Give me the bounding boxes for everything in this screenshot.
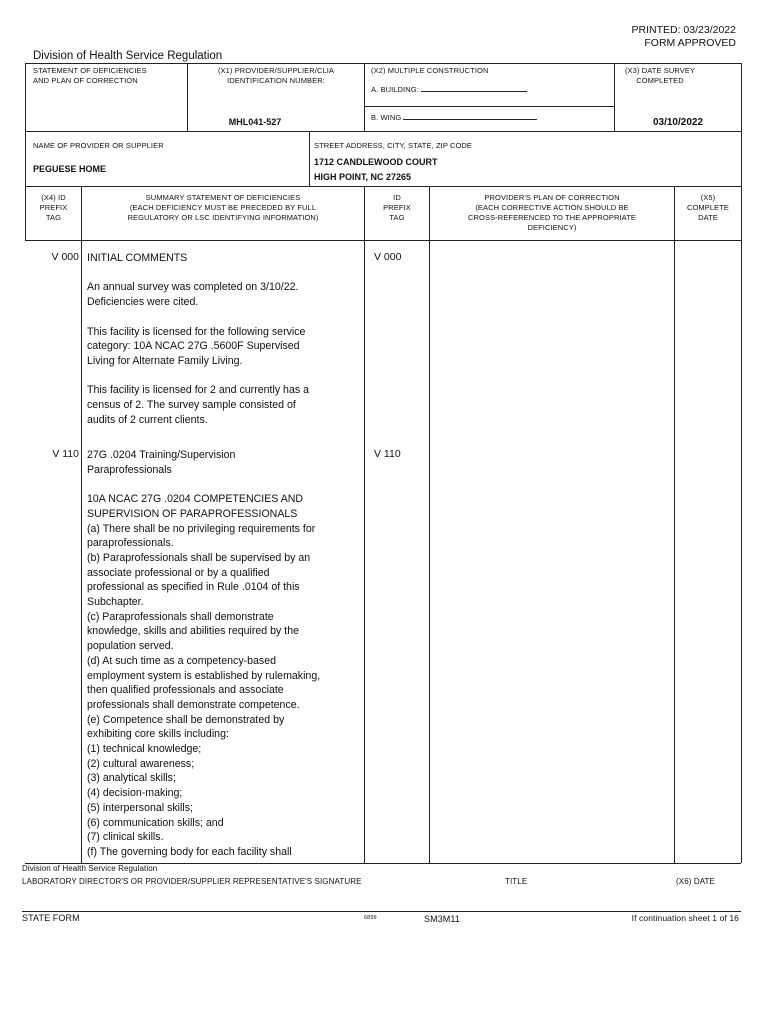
provider-name: PEGUESE HOME: [33, 164, 107, 174]
footer-agency: Division of Health Service Regulation: [22, 864, 158, 873]
building-blank: [421, 91, 527, 92]
state-form-label: STATE FORM: [22, 913, 80, 923]
x3-date-survey-completed: 03/10/2022: [652, 117, 704, 128]
entry-prefix-tag: V 110: [52, 448, 79, 460]
x4-column-header: (X4) ID PREFIX TAG: [39, 193, 68, 222]
x3-label: (X3) DATE SURVEY COMPLETED: [624, 66, 696, 85]
agency-name: Division of Health Service Regulation: [33, 50, 223, 62]
provider-name-label: NAME OF PROVIDER OR SUPPLIER: [33, 141, 164, 150]
entry-text-training-supervision: 27G .0204 Training/Supervision Paraprofessionals 10A NCAC 27G .0204 COMPETENCIES AND SUPERVISION OF PARAPROFESSIONALS (a) There shall be no privileging requirements for paraprofessionals. (b) Paraprofessionals shall be supervised by an associate professional or by a qualified professional as specified in Rule .0104 of this Subchapter. (c) Paraprofessionals shall demonstrate knowledge, skills and abilities required by the population served. (d) At such time as a competency-based employment system is established by rulemaking, then qualified professionals and associate professionals shall demonstrate competence. (e) Competence shall be demonstrated by exhibiting core skills including: (1) technical knowledge; (2) cultural awareness; (3) analytical skills; (4) decision-making; (5) interpersonal skills; (6) communication skills; and (7) clinical skills. (f) The governing body for each facility shall: [87, 449, 321, 858]
address-line1: 1712 CANDLEWOOD COURT: [314, 157, 438, 167]
building-field: [371, 85, 527, 95]
address-label: STREET ADDRESS, CITY, STATE, ZIP CODE: [314, 141, 473, 150]
x1-identification-number: MHL041-527: [228, 117, 282, 127]
address-line2: HIGH POINT, NC 27265: [314, 172, 412, 182]
form-approved: FORM APPROVED: [644, 37, 736, 49]
wing-field: [371, 113, 537, 123]
entry-id-tag: V 000: [374, 251, 402, 263]
continuation-sheet: If continuation sheet 1 of 16: [631, 913, 739, 923]
id-column-header: ID PREFIX TAG: [383, 193, 411, 222]
signature-label: LABORATORY DIRECTOR'S OR PROVIDER/SUPPLIER REPRESENTATIVE'S SIGNATURE: [22, 877, 362, 886]
x1-label: (X1) PROVIDER/SUPPLIER/CLIA IDENTIFICATION NUMBER:: [217, 66, 335, 85]
x5-column-header: (X5) COMPLETE DATE: [686, 193, 730, 222]
entry-text-initial-comments: INITIAL COMMENTS An annual survey was completed on 3/10/22. Deficiencies were cited. This facility is licensed for the following service category: 10A NCAC 27G .5600F Supervised Living for Alternate Family Living. This facility is licensed for 2 and currently has a census of 2. The survey sample consisted of audits of 2 current clients.: [87, 252, 309, 426]
form-number: 6899: [364, 915, 377, 921]
summary-column-header: SUMMARY STATEMENT OF DEFICIENCIES (EACH DEFICIENCY MUST BE PRECEDED BY FULL REGULATORY OR LSC IDENTIFYING INFORMATION): [127, 193, 319, 222]
building-label: A. BUILDING:: [371, 85, 419, 94]
wing-label: B. WING: [371, 113, 402, 122]
title-label: TITLE: [505, 877, 528, 886]
entry-id-tag: V 110: [374, 448, 401, 460]
statement-label: STATEMENT OF DEFICIENCIES AND PLAN OF CORRECTION: [33, 66, 147, 85]
entry-prefix-tag: V 000: [51, 251, 79, 263]
wing-blank: [403, 119, 537, 120]
x6-date-label: (X6) DATE: [676, 877, 715, 886]
x2-label: (X2) MULTIPLE CONSTRUCTION: [371, 66, 489, 75]
printed-date: PRINTED: 03/23/2022: [631, 24, 736, 36]
plan-column-header: PROVIDER'S PLAN OF CORRECTION (EACH CORRECTIVE ACTION SHOULD BE CROSS-REFERENCED TO THE APPROPRIATE DEFICIENCY): [468, 193, 636, 232]
event-id: SM3M11: [424, 914, 460, 924]
